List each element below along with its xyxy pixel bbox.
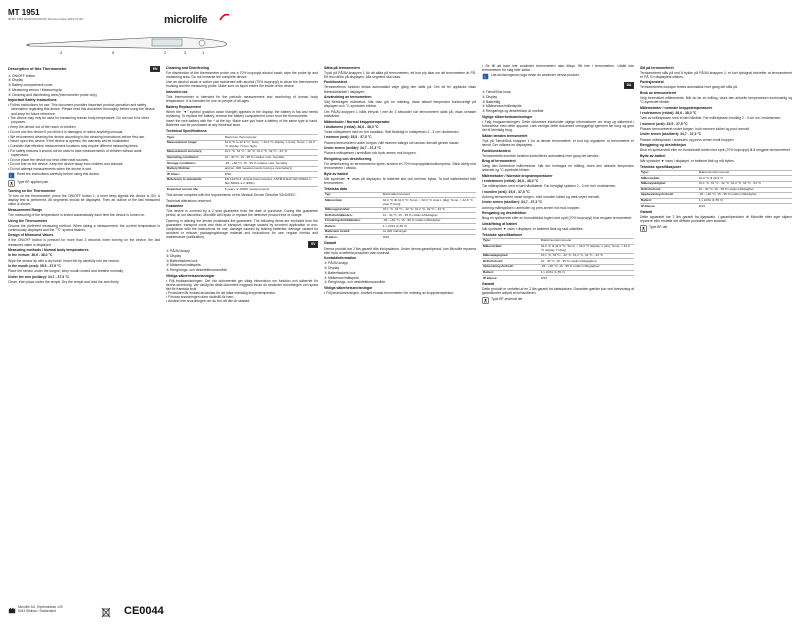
paragraph: • Följ bruksanvisningen. Det här dokumentet ger viktig information om funktion och säkerhet för denna anordning. Var vänlig läs detta dokument noggrant innan du använder anordningen och spara det för framtida bruk. • Produkten får endast användas för att mäta mänsklig kroppstemperatur. • Förvara anordningen utom räckhåll för barn. • Använd inte anordningen om du tror att den är skadad. [166, 278, 318, 304]
svg-text:1: 1 [202, 50, 205, 55]
part-3: ③ Batterifackets lock [166, 258, 198, 263]
part-1: ① PÅ/AV-knapp [166, 249, 190, 254]
svg-text:3: 3 [184, 50, 187, 55]
part-4: ④ Mätsensor/mätspets [166, 263, 201, 268]
spec-key: Opbevaringsforhold: [482, 265, 540, 271]
part-5: ⑤ Rengørings og desinfektion af område [482, 109, 544, 114]
section-heading: Using the Thermometer [8, 218, 48, 223]
spec-value: -25 - +60 °C; 15 - 95 % relativ luftfuktighet [698, 193, 792, 199]
brand-logo: microlife [164, 14, 208, 26]
method-heading: In the mouth (oral): 35.5 - 37.5 °C [8, 263, 61, 268]
section-header [8, 66, 160, 72]
spec-key: Expected service life: [166, 187, 224, 192]
svg-text:i: i [484, 74, 486, 80]
spec-key: Driftsforhold: [640, 187, 698, 193]
section-heading: Målemetoder / normale kroppstemperaturer [640, 105, 713, 110]
column-norwegian [640, 64, 792, 600]
part-label: Målesensor/måledspids [485, 104, 522, 109]
paragraph: Vælg den foretrukne målemetode. Når der foretages en måling, vises den aktuelle temperatur løbende og °C-symbolet blinker. [482, 164, 634, 173]
part-label: Display [485, 94, 498, 99]
spec-key: IP-klasse: [640, 204, 698, 209]
spec-value: Maksimumtermometer [698, 170, 792, 176]
spec-key: Målenøjagtighed: [482, 253, 540, 259]
spec-value: IP22 [540, 276, 634, 281]
spec-value: 1 x LR41 (1,55 V) [540, 270, 634, 276]
part-label: Rengørings og desinfektion af område [485, 109, 544, 114]
table-row [324, 198, 476, 207]
method-heading: I munnen (oral): 35,5 - 37,5 °C [640, 121, 688, 126]
paragraph: Opening or altering the device invalidates the guarantee. The following items are excluded from the guarantee: transport costs and risks of transport; damage caused by incorrect application or non-compliance with the instructions for use; damage caused by leaking batteries; damage caused by accident or misuse; packaging/storage material and instructions for use; regular checks and maintenance (calibration). [166, 218, 318, 240]
section-heading: Guarantee [166, 204, 184, 209]
paragraph: For disinfection of the thermometer probe use a 70% isopropyl alcohol swab; wipe the probe tip and measuring area. Do not immerse the complete device. [166, 70, 318, 79]
manufacturer-address: Microlife AG, Espenstrasse 139 9443 Widnau / Switzerland [18, 605, 63, 613]
part-5: ⑤ Rengörings- och desinfektionsområde [324, 280, 386, 285]
safety-item: • The device may only be used for measuring human body temperature. Do not use it for other purposes. [8, 116, 150, 125]
spec-key: IP-klass: [324, 235, 382, 240]
spec-key: Batteri: [324, 224, 382, 230]
section-heading: Bytte av batteri [640, 153, 666, 158]
safety-item: • Consider that effective measurement locations may require different measuring times. [8, 144, 139, 149]
method-heading: Under armen (aksillært): 34,7 - 37,3 °C [640, 132, 702, 137]
part-label: Display [327, 266, 340, 271]
section-heading: Tekniska data [324, 186, 347, 191]
page-subtitle: IB MT 1951 EN/SV/DA/NO/FI Revision Date 2016-07-08 [8, 17, 83, 21]
paragraph: • Se till att barn inte använder termometern utan tillsyn. Bit inte i termometern. Utsätt inte termometern för slag eller stötar. [482, 64, 634, 73]
part-label: Rengörings- och desinfektionsområde [327, 280, 386, 285]
part-4: ④ Målesensor/måledspids [482, 104, 522, 109]
paragraph: Plasser målespissen i armhulen og press armen inntil kroppen. [640, 137, 735, 142]
paragraph: Plasser termometeret under tungen, hold munnen lukket og pust normalt. [640, 126, 750, 131]
section-heading: Funktionstest [324, 80, 347, 85]
part-label: PÅ/AV-knapp [327, 261, 348, 266]
spec-key: Type: [166, 135, 224, 141]
spec-table [640, 170, 792, 209]
paragraph: Når symbolet ▼ vises i displayet, er batteriet flatt og må byttes. [640, 159, 735, 163]
table-row [482, 244, 634, 253]
spec-value: 1 x LR41 (1,55 V) [382, 224, 476, 230]
paragraph: Anbring målespidsen i armhulen og pres armen ind mod kroppen. [482, 205, 581, 210]
header [8, 8, 794, 62]
spec-key: IP Class: [166, 172, 224, 178]
method-heading: I munnen (oral): 35,5 - 37,5 °C [324, 135, 372, 140]
part-label: Mätsensor/mätspets [169, 263, 201, 268]
spec-key: Mätområde: [324, 198, 382, 207]
spec-key: Reference to standards: [166, 177, 224, 186]
part-2: ② Display [324, 266, 340, 271]
symbol-text: Type BF applied part [17, 180, 49, 185]
part-label: Display [169, 253, 182, 258]
table-row [166, 140, 318, 149]
paragraph: Placera mätspetsen i armhålan och tryck armen mot kroppen. [324, 151, 417, 156]
method-heading: Under armen (axillär): 34,7 - 37,3 °C [324, 145, 381, 150]
spec-value: ±0,1 °C, 34 °C - 42 °C; ±0,2 °C, 32 °C - 34 °C [382, 207, 476, 213]
paragraph: Place the sensor under the tongue, keep mouth closed and breathe normally. [8, 269, 124, 274]
spec-value: -25 - +60 °C; 15 - 95 % relativ luftfugtighed [540, 265, 634, 271]
spec-key: Målenøyaktighet: [640, 182, 698, 188]
section-heading: Användning av termometern [324, 95, 372, 100]
method-heading: Under armen (aksillær): 34,7 - 37,3 °C [482, 200, 542, 205]
part-label: Rengörings- och desinfektionsområde [169, 267, 228, 272]
paragraph: Tryck på PÅ/AV-knappen 1 för att sätta på termometern; ett kort pip talar om att termometern är PÅ. Ett test utförs på displayen. Alla segment ska visas. [324, 70, 476, 79]
part-label: Batterilåg [485, 99, 501, 104]
spec-value: 10 - 40 °C; 15 - 95 % relativ luftfuktighet [382, 213, 476, 219]
paragraph: This device is covered by a 2 year guarantee from the date of purchase. During this guarantee period, at our discretion, Microlife will repair or replace the defective product free of charge. [166, 209, 318, 218]
section-heading: Measuring methods / Normal body temperatures [8, 248, 89, 253]
section-heading: Viktiga säkerhetsanvisningar [324, 285, 373, 290]
spec-value: 32,0 °C til 42,9 °C [698, 176, 792, 182]
safety-item: • Do not bite on the device. Keep the device away from children and animals. [8, 162, 124, 167]
spec-value: 10 - 40 °C; 15 - 95 % relative max. humidity [224, 155, 318, 161]
paragraph: Use an alcohol swab or cotton pad moistened with alcohol (70% isopropyl) to clean the thermometer housing and the measuring probe. Make sure no liquid enters the inside of the device. [166, 80, 318, 89]
paragraph: Termometerets funksjon testes automatisk hver gang det slås på. [640, 85, 738, 90]
spec-value: ca 400 mätningar [382, 229, 476, 235]
part-label: Batterifackets lock [169, 258, 198, 263]
paragraph: Clean, then place under the armpit. Dry the armpit and hold the arm firmly. [8, 279, 120, 284]
spec-value: Maximaltermometer [382, 192, 476, 198]
paragraph: • Följ bruksanvisningen. Använd endast termometern för mätning av kroppstemperatur. [324, 290, 455, 295]
spec-value: Maksimumtermometer [540, 239, 634, 245]
paragraph: Anbring termometret under tungen, hold munden lukket og træk vejret normalt. [482, 195, 600, 200]
spec-key: Batteri: [482, 270, 540, 276]
paragraph: Technical alterations reserved. [166, 198, 212, 203]
spec-value: IP22 [698, 204, 792, 209]
spec-value: 32,0 °C till 42,9 °C; Temp. < 32,0 °C visar L (låg); Temp. > 42,9 °C visar H (hög) [382, 198, 476, 207]
part-label: Batterifackets lock [327, 270, 356, 275]
section-heading: Measurement Range [8, 207, 43, 212]
spec-key: Förvaringsförhållanden: [324, 218, 382, 224]
spec-table [482, 238, 634, 281]
paragraph: Tryk på Tænd/Sluk knappen 1 for at tænde termometret; et kort bip signalerer at termometret er tændt. Der udføres en displaytest. [482, 138, 634, 147]
brand-swoosh-icon [218, 12, 230, 24]
paragraph: When the "▼" symbol (position down triangle) appears in the display, the battery is flat and needs replacing. To replace the battery, remove the battery compartment cover from the thermometer. [166, 109, 318, 118]
paragraph: Brug en spritserviet eller en bomuldsklud fugtet med sprit (70% isopropyl) til at rengøre termometret. [482, 216, 633, 221]
spec-value: -25 - +60 °C; 15 - 95 % relativ luftfuktighet [382, 218, 476, 224]
symbol-row [482, 73, 634, 80]
page-title: MT 1951 [8, 8, 40, 17]
part-label: ON/OFF button [11, 73, 36, 78]
section-heading: Mätmetoder / Normal kroppstemperatur [324, 119, 390, 124]
section-heading: Tekniske spesifikasjoner [640, 164, 682, 169]
section-heading: Battery Replacement [166, 104, 201, 109]
method-heading: I munden (oral): 35,5 - 37,5 °C [482, 189, 530, 194]
spec-key: Storage conditions: [166, 161, 224, 167]
method-heading: Under the arm (axillary): 34.7 - 37.3 °C [8, 274, 69, 279]
spec-value: 10 - 40 °C; 15 - 95 % relativ luftfuktighet [698, 187, 792, 193]
part-label: Mätsensor/mätspets [327, 275, 359, 280]
paragraph: Termometeret slås på ved å trykke på PÅ/AV-knappen 1; et kort lydsignal bekrefter at termometeret er PÅ. En displaytest utføres. [640, 70, 792, 79]
paragraph: För desinficering av termometerns spets, använd en 70% isopropylalkoholkompress. Sänk aldrig ned termometern i vätska. [324, 161, 476, 171]
section-heading: Funksjonstest [640, 80, 664, 85]
safety-item: • Do not place the device too near other heat sources. [8, 157, 89, 162]
spec-key: Type: [482, 239, 540, 245]
spec-key: IP-klasse: [482, 276, 540, 281]
paragraph: Når symbolet ▼ vises i displayet, er batteriet fladt og skal udskiftes. [482, 227, 584, 232]
section-heading: Udskiftning af batteri [482, 222, 518, 227]
paragraph: • Følg brugsanvisningen. Dette dokument indeholder vigtige informationer om brug og sikkerhed i forbindelse med dette apparat. Læs venligst dette dokument omhyggeligt igennem før brug og gem det til fremtidig brug. [482, 119, 634, 133]
section-heading: Vigtige sikkerhedsanvisninger [482, 114, 533, 119]
lang-badge-sv: SV [308, 241, 318, 247]
spec-value: Maximum thermometer [224, 135, 318, 141]
part-label: Cleaning and disinfecting area (thermometer probe only) [11, 92, 97, 97]
section-heading: Sådan tændes termometret [482, 133, 528, 138]
section-heading: Brug af termometret [482, 159, 516, 164]
paragraph: If the ON/OFF button is pressed for more than 3 seconds when turning on the device, the last measured value is displayed. [8, 238, 160, 247]
read-manual-icon [482, 73, 489, 80]
paragraph: This device complies with the requirements of the Medical Device Directive 93/42/EEC. [166, 193, 297, 198]
section-header [482, 82, 634, 88]
figure-caption: Description of this Thermometer [8, 66, 67, 71]
section-heading: Funktionskontrol [482, 148, 511, 153]
spec-key: Operating conditions: [166, 155, 224, 161]
symbol-text: Type BF-anvendt del [491, 296, 523, 301]
column-english-2 [166, 64, 318, 600]
spec-value: ±0,1 °C, 34 °C - 42 °C; ±0,2 °C, 32 °C - 34 °C [698, 182, 792, 188]
table-row [166, 177, 318, 186]
part-3: ③ Battery compartment cover [8, 83, 53, 88]
section-heading: Rengöring och desinficering [324, 156, 372, 161]
paragraph: To turn on the thermometer, press the ON/OFF button 1; a short beep signals the device is ON. A display test is performed. All segments should be displayed. Then an outline of the last measured value is shown. [8, 193, 160, 207]
spec-key: Batteriets livstid: [324, 229, 382, 235]
column-swedish [324, 64, 476, 600]
part-1: ① PÅ/AV-knapp [324, 261, 348, 266]
paragraph: Välj föredragen mätmetod. När man gör en mätning, visas aktuell temperatur kontinuerligt på displayen och °C-symbolen blinkar. [324, 100, 476, 109]
spec-key: Measurement accuracy: [166, 150, 224, 156]
part-label: Display [11, 78, 24, 83]
section-heading: Turning on the Thermometer [8, 188, 56, 193]
spec-key: Battery lifetime: [166, 166, 224, 172]
section-heading: Cleaning and Disinfecting [166, 65, 209, 70]
section-heading: Kontaktinformation [324, 256, 357, 261]
spec-value: approx. 400 measurements (using a new battery) [224, 166, 318, 172]
paragraph: This thermometer is intended for the periodic measurement and monitoring of human body temperature. It is intended for use on people of all ages. [166, 94, 318, 104]
paragraph: Tørk av målespissen med et tørt håndkle. Før målespissen forsiktig 2 - 3 cm inn i endetarmen. [640, 116, 782, 121]
paragraph: Torka mätspetsen med en torr handduk. Sätt försiktigt in mätspetsen 2 - 3 cm i ändtarmen. [324, 129, 460, 134]
paragraph: När symbolen ▼ visas på displayen, är batteriet slut och behöver bytas. Ta bort batterilocket från termometern. [324, 176, 476, 185]
part-3: ③ Batterifackets lock [324, 270, 356, 275]
footer [8, 604, 794, 622]
paragraph: Choose the preferred measuring method. When taking a measurement, the current temperature is continuously displayed and the "°C" symbol flashes. [8, 223, 160, 232]
spec-key: Måleområde: [640, 176, 698, 182]
method-heading: I endetarmen (rektal): 36,6 - 38,0 °C [482, 179, 539, 184]
spec-value: 5 years or 10000 measurements [224, 187, 318, 192]
type-bf-icon [482, 297, 489, 304]
spec-value: IP22 [224, 172, 318, 178]
safety-item: • Keep the device out of the reach of children. [8, 125, 77, 130]
spec-table [166, 134, 318, 191]
spec-key: Mätnoggrannhet: [324, 207, 382, 213]
section-header [166, 241, 318, 247]
spec-value: 1 x LR41 (1,55 V) [698, 198, 792, 204]
lang-badge-da: DA [624, 82, 634, 88]
spec-value: IP22 [382, 235, 476, 240]
section-heading: Important Safety Instructions [8, 98, 57, 103]
lang-badge-en: EN [150, 66, 160, 72]
safety-item: • Never open this device. If the device is opened, the warranty will be invalidated. [8, 139, 130, 144]
paragraph: Termometerns funktion testas automatiskt varje gång den sätts på. Om ett fel upptäcks visas felmeddelandet i displayen. [324, 85, 476, 94]
section-heading: Sätta på termometern [324, 65, 360, 70]
section-heading: Rengjøring og desinfeksjon [640, 143, 687, 148]
section-heading: Garanti [324, 241, 337, 246]
section-heading: Garanti [640, 210, 653, 215]
part-1: ① ON/OFF button [8, 73, 36, 78]
symbol-text: Läs anvisningarna noga innan du använder denna produkt. [491, 73, 580, 78]
safety-item: • We recommend cleaning the device according to the cleaning instructions before first use. [8, 134, 146, 139]
paragraph: Om PÅ/AV-knappen 1 hålls intryckt i mer än 3 sekunder när termometern sätts på, visas senaste mätvärdet. [324, 109, 476, 118]
section-heading: Tekniske specifikationer [482, 232, 523, 237]
paragraph: Denna produkt har 2 års garanti från inköpsdatum. Under denna garantiperiod, kan Microlife reparera eller byta ut defekta produkter utan kostnad. [324, 246, 476, 255]
table-row [324, 235, 476, 240]
section-heading: Intended use [166, 89, 188, 94]
spec-key: Batteri: [640, 198, 698, 204]
part-1: ① Tænd/Sluk knap [482, 90, 511, 95]
section-heading: Garanti [482, 282, 495, 287]
section-heading: Design of Measured Values [8, 233, 54, 238]
part-5: ⑤ Rengörings- och desinfektionsområde [166, 267, 228, 272]
symbol-row [640, 225, 792, 232]
part-label: PÅ/AV-knapp [169, 249, 190, 254]
ce-mark: CE0044 [124, 605, 164, 617]
paragraph: The measuring of the temperature is tested automatically each time the device is turned on. [8, 212, 146, 217]
part-label: Tænd/Sluk knap [485, 90, 511, 95]
part-4: ④ Measuring sensor / Measuring tip [8, 87, 63, 92]
paragraph: Wipe the sensor tip with a dry towel. Insert the tip carefully into the rectum. [8, 258, 120, 263]
section-heading: Slå på termometeret [640, 65, 674, 70]
svg-text:5: 5 [112, 50, 115, 55]
spec-value: ±0,1 °C, 34 °C - 42 °C; ±0,2 °C, 32 °C - 34 °C [540, 253, 634, 259]
spec-key: Driftsförhållanden: [324, 213, 382, 219]
paragraph: Insert the new battery with the + at the top. Make sure you have a battery of the same type to hand. Batteries can be purchased at any electrical store. [166, 119, 318, 128]
svg-text:2: 2 [164, 50, 167, 55]
thermometer-illustration [24, 28, 234, 58]
manufacturer-icon [8, 606, 16, 614]
section-heading: Technical Specifications [166, 128, 207, 133]
spec-value: 32,0 °C til 42,9 °C; Temp. < 32,0 °C display: L (lav); Temp. > 42,9 °C display: H (høj) [540, 244, 634, 253]
part-3: ③ Batterilåg [482, 99, 501, 104]
method-heading: In the rectum: 36.6 - 38.0 °C [8, 253, 53, 258]
safety-item: • Do not attempt measurements when the device is wet. [8, 167, 92, 172]
paragraph: Termometrets korrekte funktion kontrolleres automatisk hver gang det tændes. [482, 153, 600, 158]
paragraph: Tør målespidsen med et tørt håndklæde. Før forsigtigt spidsen 2 - 3 cm ind i endetarmen. [482, 184, 617, 189]
method-heading: I endetarmen (rektal): 36,6 - 38,0 °C [640, 110, 697, 115]
paragraph: Placera termometern under tungan, håll munnen stängd och andas normalt genom näsan. [324, 140, 460, 145]
spec-value: -25 - +60 °C; 15 - 95 % relative max. humidity [224, 161, 318, 167]
table-row [166, 187, 318, 192]
column-english [8, 64, 160, 600]
type-bf-icon [640, 225, 647, 232]
part-label: Battery compartment cover [11, 83, 53, 88]
spec-value: ±0.1 °C, 34 °C - 42 °C; ±0.2 °C, 32 °C - 34 °C [224, 150, 318, 156]
weee-bin-icon [100, 606, 112, 618]
table-row [640, 204, 792, 209]
section-heading: Rengøring og desinfektion [482, 211, 527, 216]
section-heading: Bruk av termometeret [640, 91, 677, 96]
spec-value: EN 12470-3, clinical thermometers; ASTM E1112; IEC 60601-1; IEC 60601-1-2 (EMC) [224, 177, 318, 186]
section-heading: Viktiga säkerhetsanvisningar [166, 273, 215, 278]
part-2: ② Display [482, 94, 498, 99]
paragraph: Dette apparatet har 2 års garanti fra kjøpsdato. I garantiperioden vil Microlife etter eget skjønn reparere eller erstatte det defekte produktet uten kostnad. [640, 215, 792, 224]
safety-item: • For safety reasons it should not be used to take measurements of children without adult supervision. [8, 148, 142, 157]
column-danish [482, 64, 634, 600]
safety-item: • Follow instructions for use. This document provides important product operation and safety information regarding this device. Please read this document thoroughly before using the device and keep for future reference. [8, 103, 155, 116]
spec-value: 10 - 40 °C; 15 - 95 % relativ luftfugtighed [540, 259, 634, 265]
symbol-text: Type BF-del [649, 224, 668, 229]
svg-text:4: 4 [60, 50, 63, 55]
spec-key: Measurement range: [166, 140, 224, 149]
part-2: ② Display [166, 253, 182, 258]
symbol-text: Read the instructions carefully before using this device. [17, 172, 100, 177]
spec-table [324, 192, 476, 240]
spec-value: 32.0 °C to 42.9 °C; Temp. < 32.0 °C display: L (low); Temp. > 42.9 °C display: H (too high) [224, 140, 318, 149]
symbol-row [8, 180, 160, 187]
section-heading: Byte av batteri [324, 171, 349, 176]
spec-key: Driftsforhold: [482, 259, 540, 265]
part-2: ② Display [8, 78, 24, 83]
paragraph: Velg foretrukket målemetode. Når du tar en måling, vises den aktuelle temperaturen kontinuerlig og °C-symbolet blinker. [640, 96, 792, 105]
type-bf-icon [8, 180, 15, 187]
spec-key: Type: [640, 170, 698, 176]
spec-key: Måleområde: [482, 244, 540, 253]
symbol-row [482, 297, 634, 304]
table-row [482, 276, 634, 281]
part-5: ⑤ Cleaning and disinfecting area (thermometer probe only) [8, 92, 97, 97]
part-label: Measuring sensor / Measuring tip [11, 87, 63, 92]
read-manual-icon [8, 172, 15, 179]
spec-key: Oppbevaringsforhold: [640, 193, 698, 199]
section-heading: Målemetoder / Normale kropstemperaturer [482, 174, 553, 179]
part-4: ④ Mätsensor/mätspets [324, 275, 359, 280]
symbol-row [8, 172, 160, 179]
paragraph: Bruk en spritserviett eller en bomullsdott fuktet med sprit (70% isopropyl) til å rengjøre termometeret. [640, 148, 791, 153]
safety-item: • Do not use this device if you think it is damaged or notice anything unusual. [8, 129, 124, 134]
svg-text:i: i [10, 173, 12, 179]
method-heading: I ändtarmen (rektal): 36,6 - 38,0 °C [324, 124, 379, 129]
paragraph: Dette produkt er omfattet af en 2 års garanti fra købsdatoen. Garantien gælder kun ved forevisning af garantikortet udfyldt af forhandleren. [482, 287, 634, 296]
spec-key: Typ: [324, 192, 382, 198]
